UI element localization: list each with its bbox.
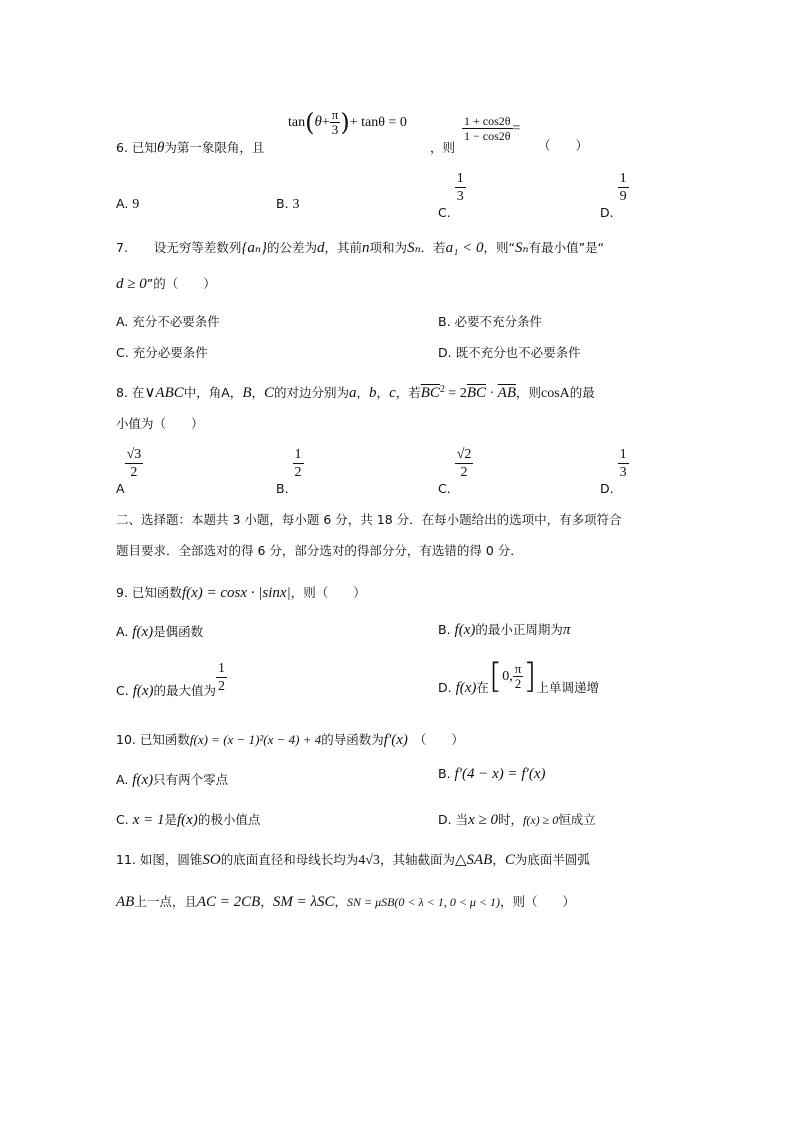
q6-pi-over-3: $\frac{\pi}{3}$: [331, 107, 339, 137]
q6-then: ，则: [430, 140, 456, 155]
q6-option-a: A. 9: [116, 196, 140, 212]
q6-option-d: D. $\frac{1}{9}$: [600, 171, 627, 220]
q6-theta: θ: [156, 140, 165, 156]
q8-option-b: B. $\frac{1}{2}$: [276, 447, 302, 496]
q9-function: f(x) = cosx · |sinx|: [181, 585, 291, 601]
q10-number: 10.: [116, 732, 136, 747]
q7-stem-line2: d ≥ 0”的（ ）: [116, 276, 216, 292]
q7-stem-line1: 7. 设无穷等差数列{aₙ}的公差为d，其前n项和为Sₙ．若a₁ < 0，则“Sₙ有最小值”是“: [116, 240, 605, 256]
q6-number: 6.: [116, 140, 128, 155]
q9-option-d: D. f(x)在[0, $\frac{\pi}{2}$ ]上单调递增: [438, 656, 600, 697]
section2-instructions-line2: 题目要求．全部选对的得 6 分，部分选对的得部分分，有选错的得 0 分．: [116, 543, 523, 558]
q7-option-b: B. 必要不充分条件: [438, 314, 543, 329]
q8-option-c: C. $\frac{√2}{2}$: [438, 447, 472, 496]
q7-option-d: D. 既不充分也不必要条件: [438, 345, 581, 360]
q9-number: 9.: [116, 585, 128, 600]
q8-number: 8.: [116, 385, 128, 400]
q6-fraction: $\frac{1 + \cos 2\theta}{1 - \cos 2\theta}$: [464, 114, 511, 143]
q6-theta-in: θ: [314, 114, 322, 130]
q11-number: 11.: [116, 852, 136, 867]
q10-function: f(x) = (x − 1)²(x − 4) + 4: [189, 732, 322, 747]
q11-stem-line1: 11. 如图，圆锥SO的底面直径和母线长均为4√3，其轴截面为△SAB，C为底面半圆弧: [116, 852, 590, 868]
q6-tan: tan: [288, 115, 306, 130]
q6-expression: $\frac{1 + \cos 2\theta}{1 - \cos 2\theta}$ =: [464, 114, 521, 143]
q9-option-c: C. f(x)的最大值为 $\frac{1}{2}$: [116, 661, 226, 699]
q6-option-b: B. 3: [276, 196, 300, 212]
q7-number: 7.: [116, 240, 128, 255]
q10-option-a: A. f(x)只有两个零点: [116, 772, 229, 788]
q10-option-d: D. 当x ≥ 0时，f(x) ≥ 0恒成立: [438, 812, 596, 828]
q8-stem-line1: 8. 在∨ABC中，角A，B，C的对边分别为a，b，c，若$\overline{BC}^2 = 2\overline{BC} \cdot \overline{AB}$，则cosA的最: [116, 383, 595, 401]
q10-option-c: C. x = 1是f(x)的极小值点: [116, 812, 261, 828]
q11-arc-condition: AC = 2CB: [196, 894, 261, 910]
q7-option-c: C. 充分必要条件: [116, 345, 208, 360]
q8-option-d: D. $\frac{1}{3}$: [600, 447, 627, 496]
q9-option-a: A. f(x)是偶函数: [116, 624, 204, 640]
q6-condition: tan(θ+ $\frac{\pi}{3}$ )+ tanθ = 0: [288, 107, 407, 137]
q8-stem-line2: 小值为（ ）: [116, 416, 204, 431]
q8-option-a: A $\frac{√3}{2}$: [116, 447, 142, 496]
q9-option-b: B. f(x)的最小正周期为π: [438, 622, 571, 638]
q10-option-b: B. f′(4 − x) = f′(x): [438, 766, 546, 782]
q11-stem-line2: AB上一点，且AC = 2CB，SM = λSC，SN = μSB(0 < λ < 1, 0 < μ < 1)，则（ ）: [116, 894, 576, 910]
q6-cond-rest: + tanθ = 0: [349, 115, 407, 130]
q10-stem: 10. 已知函数f(x) = (x − 1)²(x − 4) + 4的导函数为f′(x) （ ）: [116, 732, 464, 748]
q6-paren: （ ）: [538, 138, 589, 153]
q6-stem: 6. 已知θ为第一象限角，且: [116, 140, 265, 156]
q7-option-a: A. 充分不必要条件: [116, 314, 220, 329]
q9-stem: 9. 已知函数f(x) = cosx · |sinx|，则（ ）: [116, 585, 366, 601]
q6-option-c: C. $\frac{1}{3}$: [438, 171, 464, 220]
section2-instructions-line1: 二、选择题：本题共 3 小题，每小题 6 分，共 18 分．在每小题给出的选项中，有多项符合: [116, 512, 622, 527]
